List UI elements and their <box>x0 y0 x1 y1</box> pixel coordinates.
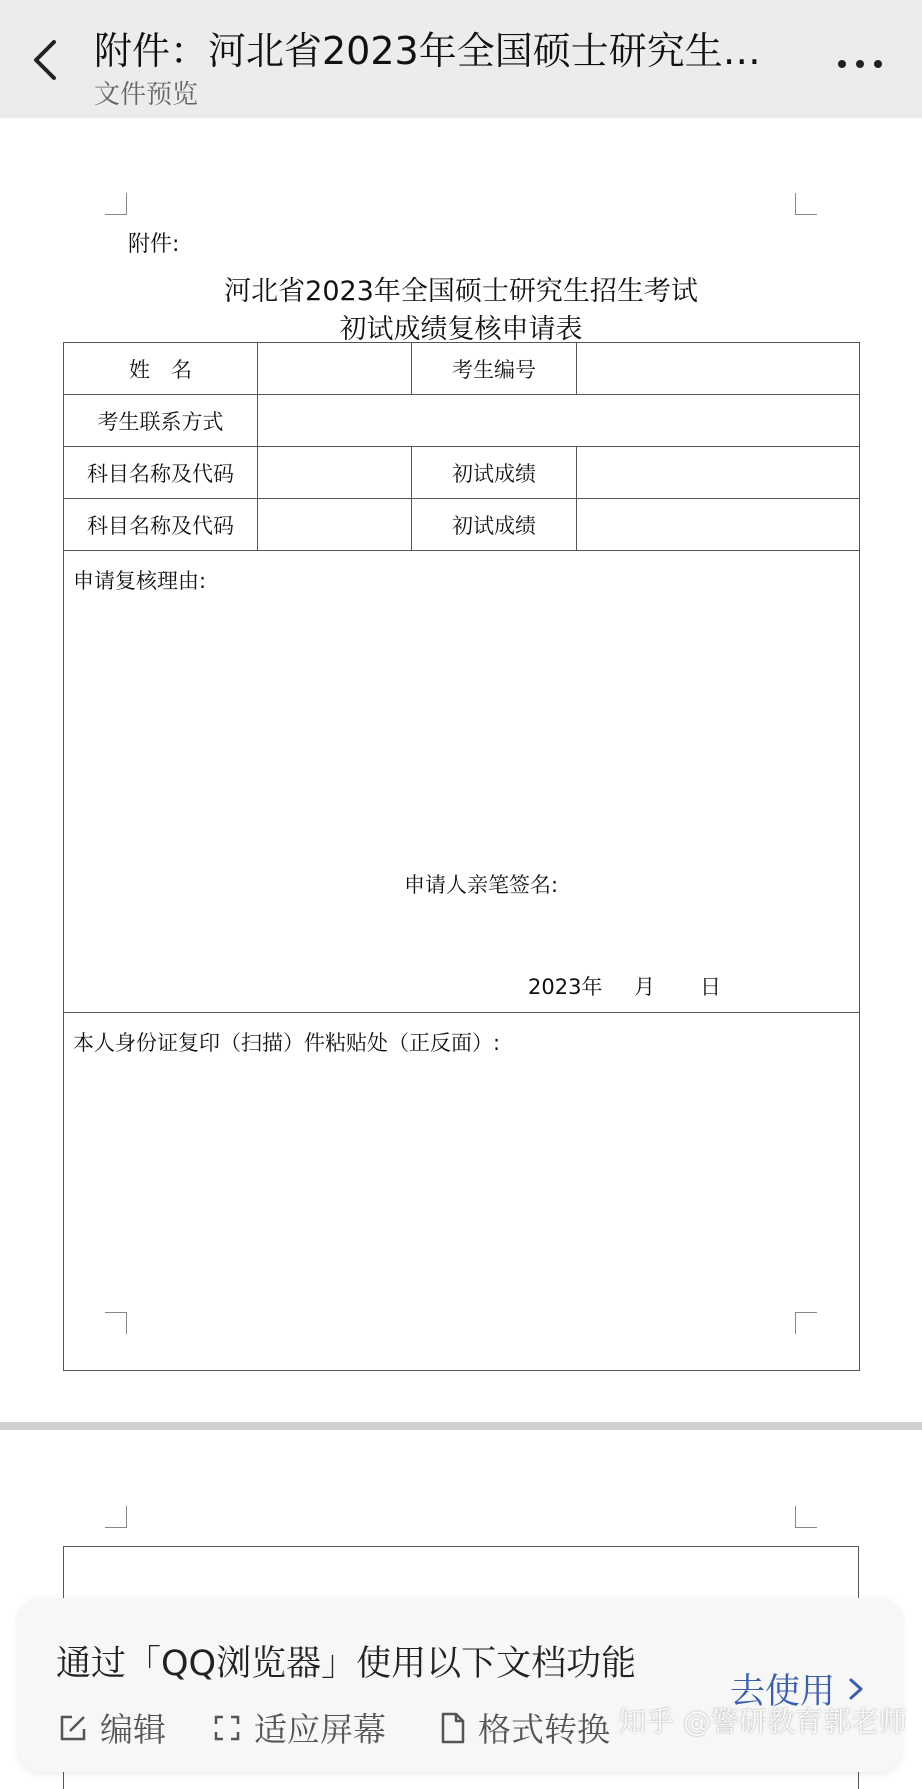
subject-field[interactable] <box>258 447 412 499</box>
fit-screen-label: 适应屏幕 <box>254 1710 386 1749</box>
subject-label: 科目名称及代码 <box>64 447 258 499</box>
attachment-label: 附件: <box>128 232 180 257</box>
more-dot <box>856 60 864 68</box>
back-button[interactable] <box>22 30 72 90</box>
format-convert-option[interactable] <box>440 1704 610 1751</box>
name-label: 姓 名 <box>64 343 258 395</box>
id-card-section[interactable] <box>64 1013 860 1371</box>
subject-field[interactable] <box>258 499 412 551</box>
document-subtitle: 文件预览 <box>94 80 199 110</box>
contact-label: 考生联系方式 <box>64 395 258 447</box>
document-title: 附件：河北省2023年全国硕士研究生… <box>94 29 761 73</box>
crop-mark <box>795 193 817 215</box>
name-field[interactable] <box>258 343 412 395</box>
document-page-1[interactable] <box>0 118 922 1422</box>
watermark: 知乎 @警研教育郭老师 <box>618 1705 907 1738</box>
qq-browser-promo-card[interactable] <box>18 1598 902 1772</box>
fit-screen-icon <box>212 1713 242 1743</box>
contact-field[interactable] <box>258 395 860 447</box>
promo-text: 通过「QQ浏览器」使用以下文档功能 <box>56 1644 637 1684</box>
chevron-left-icon <box>22 30 72 90</box>
score-field[interactable] <box>577 499 860 551</box>
fit-screen-option[interactable] <box>212 1704 386 1751</box>
more-dots-icon <box>838 60 846 68</box>
page-separator <box>0 1422 922 1430</box>
application-form-table <box>63 342 860 1371</box>
file-convert-icon <box>440 1712 466 1744</box>
format-convert-label: 格式转换 <box>478 1710 610 1749</box>
crop-mark <box>105 193 127 215</box>
score-label: 初试成绩 <box>412 447 577 499</box>
date-day: 日 <box>700 975 721 999</box>
edit-label: 编辑 <box>100 1710 166 1749</box>
exam-number-field[interactable] <box>577 343 860 395</box>
score-field[interactable] <box>577 447 860 499</box>
crop-mark <box>795 1506 817 1528</box>
more-button[interactable] <box>832 40 892 80</box>
score-label: 初试成绩 <box>412 499 577 551</box>
go-use-label: 去使用 <box>730 1672 836 1712</box>
form-title-line2: 初试成绩复核申请表 <box>339 314 583 345</box>
date-year: 2023年 <box>528 975 603 999</box>
edit-option[interactable] <box>58 1704 166 1751</box>
crop-mark <box>105 1506 127 1528</box>
form-title-line1: 河北省2023年全国硕士研究生招生考试 <box>224 276 698 307</box>
signature-label: 申请人亲笔签名: <box>404 873 559 897</box>
reason-label: 申请复核理由: <box>73 569 207 593</box>
id-card-label: 本人身份证复印（扫描）件粘贴处（正反面）: <box>73 1031 501 1055</box>
more-dot <box>874 60 882 68</box>
date-month: 月 <box>634 975 655 999</box>
top-bar <box>0 0 922 118</box>
subject-label: 科目名称及代码 <box>64 499 258 551</box>
edit-icon <box>58 1713 88 1743</box>
exam-number-label: 考生编号 <box>412 343 577 395</box>
reason-section[interactable] <box>64 551 860 1013</box>
